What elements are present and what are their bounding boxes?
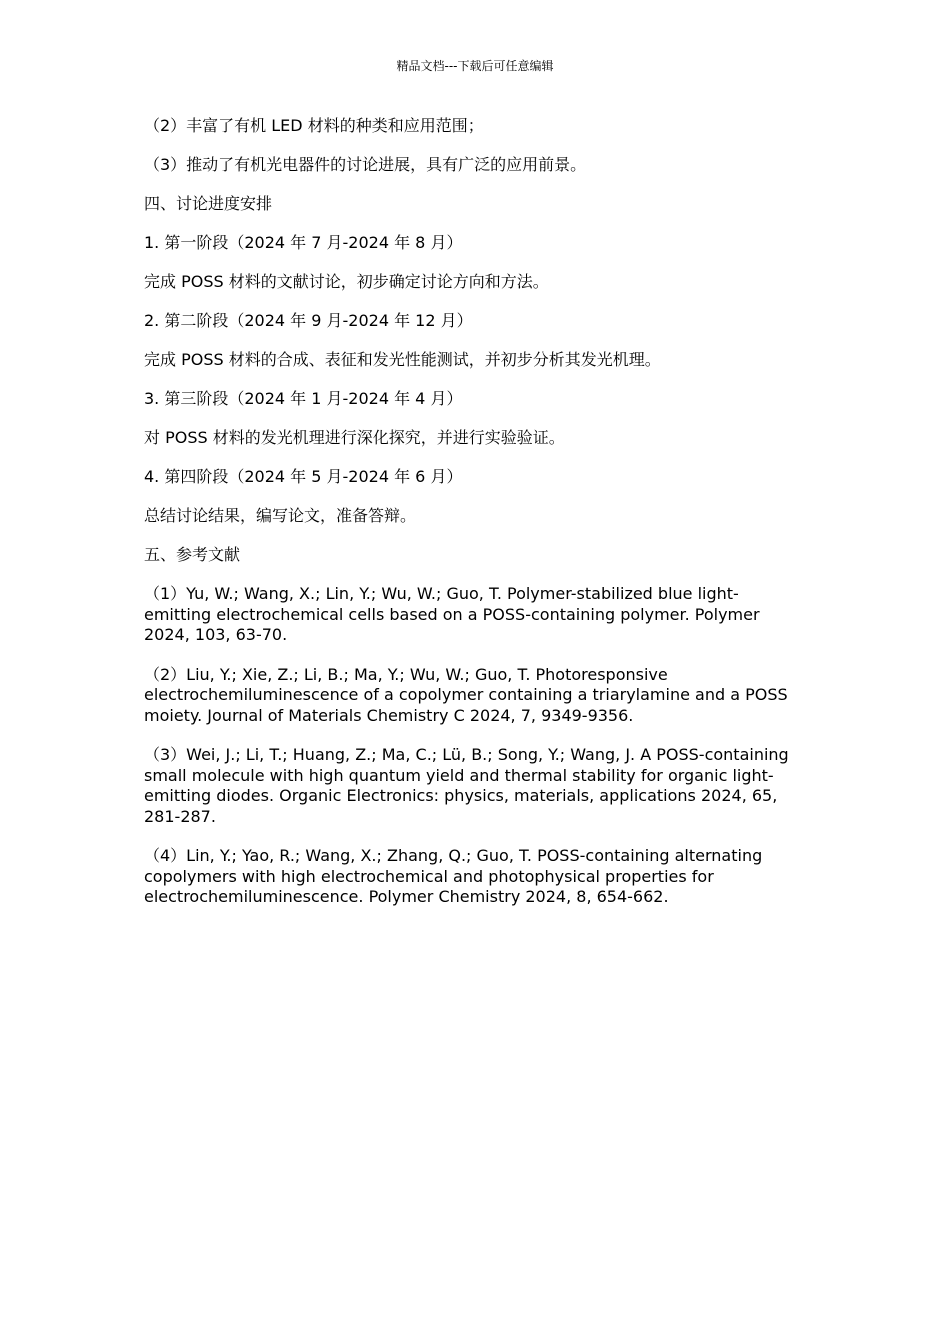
reference-item-3: （3）Wei, J.; Li, T.; Huang, Z.; Ma, C.; Lü, B.; Song, Y.; Wang, J. A POSS-containing small molecule with high quantum yield and thermal stability for organic light-emitting diodes. Organic Electronics: physics, materials, applications 2024, 65, 281-287. xyxy=(144,745,789,826)
reference-item-4: （4）Lin, Y.; Yao, R.; Wang, X.; Zhang, Q.; Guo, T. POSS-containing alternating copolymers with high electrochemical and photophysical properties for electrochemiluminescence. Polymer Chemistry 2024, 8, 654-662. xyxy=(144,846,763,906)
phase-3-description: 对 POSS 材料的发光机理进行深化探究，并进行实验验证。 xyxy=(144,428,565,447)
document-body xyxy=(144,116,804,927)
page-header: 精品文档---下载后可任意编辑 xyxy=(396,59,554,73)
section-heading-references: 五、参考文献 xyxy=(144,545,241,564)
reference-item-2: （2）Liu, Y.; Xie, Z.; Li, B.; Ma, Y.; Wu, W.; Guo, T. Photoresponsive electrochemiluminescence of a copolymer containing a triarylamine and a POSS moiety. Journal of Materials Chemistry C 2024, 7, 9349-9356. xyxy=(144,664,788,725)
reference-item-1: （1）Yu, W.; Wang, X.; Lin, Y.; Wu, W.; Guo, T. Polymer-stabilized blue light-emitting electrochemical cells based on a POSS-containing polymer. Polymer 2024, 103, 63-70. xyxy=(144,584,760,644)
phase-1-description: 完成 POSS 材料的文献讨论，初步确定讨论方向和方法。 xyxy=(144,272,549,291)
phase-4-description: 总结讨论结果，编写论文，准备答辩。 xyxy=(144,506,417,525)
phase-2-description: 完成 POSS 材料的合成、表征和发光性能测试，并初步分析其发光机理。 xyxy=(144,350,661,369)
phase-2-title: 2. 第二阶段（2024 年 9 月-2024 年 12 月） xyxy=(144,311,473,330)
paragraph-significance-3: （3）推动了有机光电器件的讨论进展，具有广泛的应用前景。 xyxy=(144,155,587,174)
section-heading-schedule: 四、讨论进度安排 xyxy=(144,194,273,213)
paragraph-significance-2: （2）丰富了有机 LED 材料的种类和应用范围； xyxy=(144,116,484,135)
phase-4-title: 4. 第四阶段（2024 年 5 月-2024 年 6 月） xyxy=(144,467,463,486)
phase-1-title: 1. 第一阶段（2024 年 7 月-2024 年 8 月） xyxy=(144,233,463,252)
phase-3-title: 3. 第三阶段（2024 年 1 月-2024 年 4 月） xyxy=(144,389,463,408)
